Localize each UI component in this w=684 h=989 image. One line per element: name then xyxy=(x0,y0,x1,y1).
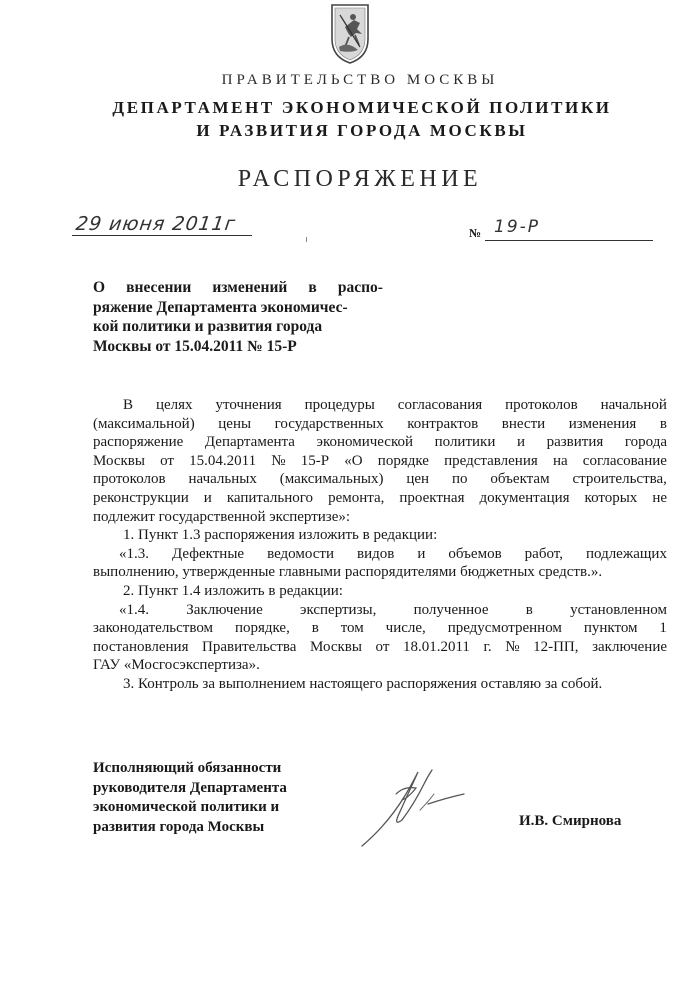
body-line: Москвы от 15.04.2011 № 15-Р «О порядке представления на согласование xyxy=(93,452,667,469)
body-line: В целях уточнения процедуры согласования протоколов начальной xyxy=(123,397,667,413)
signer-title-line: экономической политики и xyxy=(93,799,280,815)
body-line: «1.3. Дефектные ведомости видов и объемов работ, подлежащих xyxy=(119,545,667,562)
signer-name: И.В. Смирнова xyxy=(519,813,622,829)
signer-title-line: Исполняющий обязанности xyxy=(93,760,282,776)
fold-mark xyxy=(306,237,307,242)
handwritten-signature-icon xyxy=(358,764,468,850)
subject-line: ряжение Департамента экономичес- xyxy=(93,298,348,316)
signer-title xyxy=(93,759,353,837)
body-line: подлежит государственной экспертизе»: xyxy=(93,508,351,525)
moscow-coat-of-arms-icon xyxy=(328,3,372,65)
body-line: выполнению, утвержденные главными распорядителями бюджетных средств.». xyxy=(93,564,603,581)
body-line: ГАУ «Мосгосэкспертиза». xyxy=(93,657,260,674)
document-date: 29 июня 2011г xyxy=(74,213,238,235)
signer-title-line: развития города Москвы xyxy=(93,818,265,835)
body-line: (максимальной) цены государственных контрактов внести изменения в xyxy=(93,415,667,432)
body-line: законодательством порядке, в том числе, предусмотренном пунктом 1 xyxy=(93,620,667,637)
body-line: 1. Пункт 1.3 распоряжения изложить в редакции: xyxy=(123,527,438,544)
document-number: 19-Р xyxy=(494,217,541,237)
body-line: постановления Правительства Москвы от 18.01.2011 г. № 12-ПП, заключение xyxy=(93,638,667,655)
document-body xyxy=(93,396,667,694)
number-underline xyxy=(485,240,653,241)
body-line: протоколов начальных (максимальных) цен по объектам строительства, xyxy=(93,471,667,488)
body-line: «1.4. Заключение экспертизы, полученное в установленном xyxy=(119,601,667,618)
body-line: распоряжение Департамента экономической политики и развития города xyxy=(93,434,667,451)
number-label: № xyxy=(469,226,482,240)
body-line: 2. Пункт 1.4 изложить в редакции: xyxy=(123,582,343,599)
document-type-title: РАСПОРЯЖЕНИЕ xyxy=(237,166,483,192)
signer-title-line: руководителя Департамента xyxy=(93,779,287,796)
body-line: реконструкции и капитального ремонта, проектная документация которых не xyxy=(93,489,667,506)
document-subject xyxy=(93,278,383,356)
body-line: 3. Контроль за выполнением настоящего распоряжения оставляю за собой. xyxy=(123,675,603,692)
department-name-line-1: ДЕПАРТАМЕНТ ЭКОНОМИЧЕСКОЙ ПОЛИТИКИ xyxy=(112,98,612,117)
government-name: ПРАВИТЕЛЬСТВО МОСКВЫ xyxy=(221,72,499,88)
subject-line: Москвы от 15.04.2011 № 15-Р xyxy=(93,337,297,355)
department-name-line-2: И РАЗВИТИЯ ГОРОДА МОСКВЫ xyxy=(196,121,528,140)
subject-line: кой политики и развития города xyxy=(93,318,323,335)
date-underline xyxy=(72,235,252,236)
subject-line: О внесении изменений в распо- xyxy=(93,279,383,296)
